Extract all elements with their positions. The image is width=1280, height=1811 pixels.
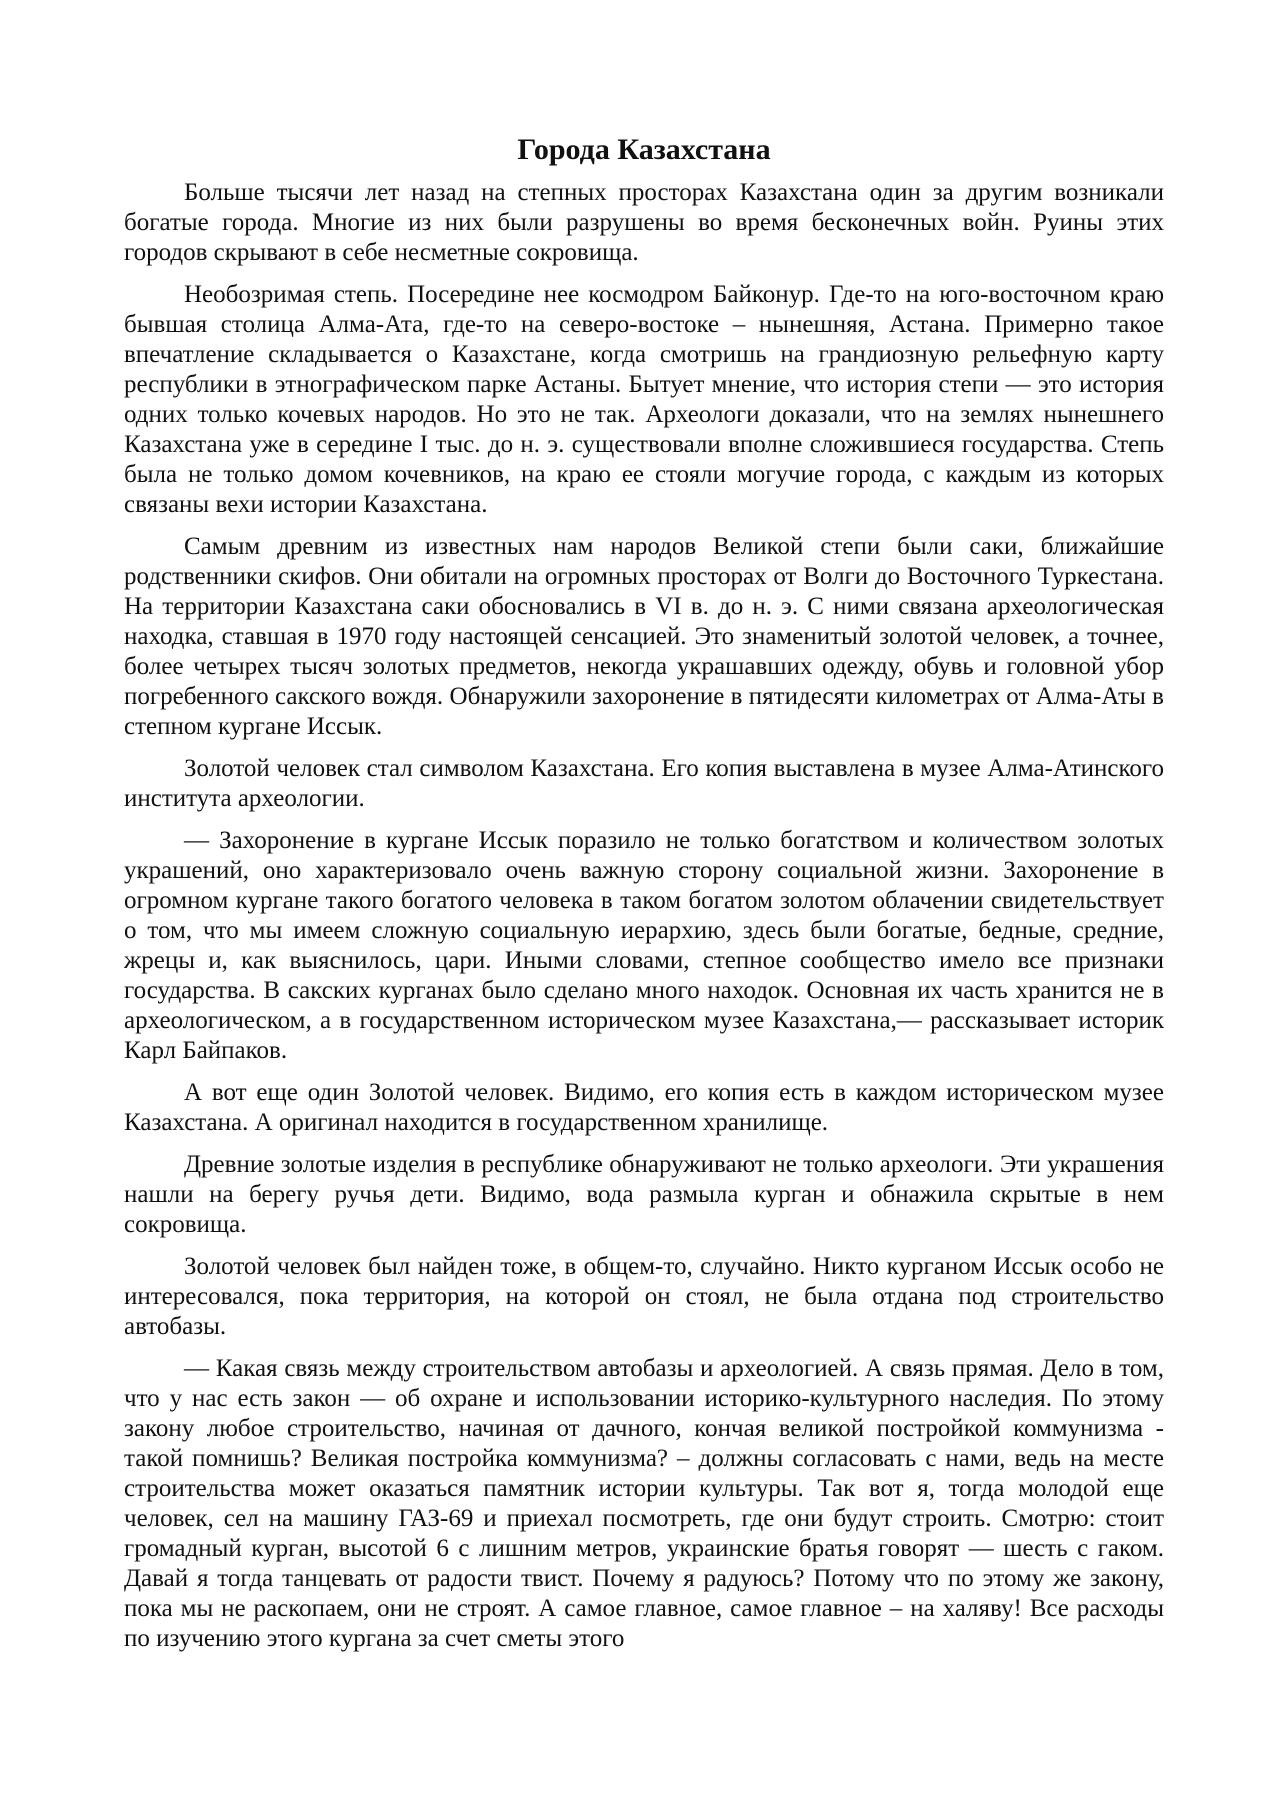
- paragraph-4: Золотой человек стал символом Казахстана. Его копия выставлена в музее Алма-Атинского института археологии.: [124, 755, 1164, 812]
- document-page: [124, 110, 1164, 1666]
- paragraph-9: — Какая связь между строительством автобазы и археологией. А связь прямая. Дело в том, что у нас есть закон — об охране и использовании историко-культурного наследия. По этому закону любое строительство, начиная от дачного, кончая великой постройкой коммунизма - такой помнишь? Великая постройка коммунизма? – должны согласовать с нами, ведь на месте строительства может оказаться памятник истории культуры. Так вот я, тогда молодой еще человек, сел на машину ГАЗ-69 и приехал посмотреть, где они будут строить. Смотрю: стоит громадный курган, высотой 6 с лишним метров, украинские братья говорят — шесть с гаком. Давай я тогда танцевать от радости твист. Почему я радуюсь? Потому что по этому же закону, пока мы не раскопаем, они не строят. А самое главное, самое главное – на халяву! Все расходы по изучению этого кургана за счет сметы этого: [124, 1355, 1164, 1652]
- paragraph-1: Больше тысячи лет назад на степных просторах Казахстана один за другим возникали богатые города. Многие из них были разрушены во время бесконечных войн. Руины этих городов скрывают в себе несметные сокровища.: [124, 179, 1164, 266]
- paragraph-5: — Захоронение в кургане Иссык поразило не только богатством и количеством золотых украшений, оно характеризовало очень важную сторону социальной жизни. Захоронение в огромном кургане такого богатого человека в таком богатом золотом облачении свидетельствует о том, что мы имеем сложную социальную иерархию, здесь были богатые, бедные, средние, жрецы и, как выяснилось, цари. Иными словами, степное сообщество имело все признаки государства. В сакских курганах было сделано много находок. Основная их часть хранится не в археологическом, а в государственном историческом музее Казахстана,— рассказывает историк Карл Байпаков.: [124, 827, 1164, 1064]
- paragraph-6: А вот еще один Золотой человек. Видимо, его копия есть в каждом историческом музее Казахстана. А оригинал находится в государственном хранилище.: [124, 1079, 1164, 1136]
- paragraph-2: Необозримая степь. Посередине нее космодром Байконур. Где-то на юго-восточном краю бывшая столица Алма-Ата, где-то на северо-востоке – нынешняя, Астана. Примерно такое впечатление складывается о Казахстане, когда смотришь на грандиозную рельефную карту республики в этнографическом парке Астаны. Бытует мнение, что история степи — это история одних только кочевых народов. Но это не так. Археологи доказали, что на землях нынешнего Казахстана уже в середине I тыс. до н. э. существовали вполне сложившиеся государства. Степь была не только домом кочевников, на краю ее стояли могучие города, с каждым из которых связаны вехи истории Казахстана.: [124, 281, 1164, 518]
- page-title: Города Казахстана: [517, 133, 771, 166]
- paragraph-7: Древние золотые изделия в республике обнаруживают не только археологи. Эти украшения нашли на берегу ручья дети. Видимо, вода размыла курган и обнажила скрытые в нем сокровища.: [124, 1151, 1164, 1238]
- paragraph-3: Самым древним из известных нам народов Великой степи были саки, ближайшие родственники скифов. Они обитали на огромных просторах от Волги до Восточного Туркестана. На территории Казахстана саки обосновались в VI в. до н. э. С ними связана археологическая находка, ставшая в 1970 году настоящей сенсацией. Это знаменитый золотой человек, а точнее, более четырех тысяч золотых предметов, некогда украшавших одежду, обувь и головной убор погребенного сакского вождя. Обнаружили захоронение в пятидесяти километрах от Алма-Аты в степном кургане Иссык.: [124, 533, 1164, 740]
- paragraph-8: Золотой человек был найден тоже, в общем-то, случайно. Никто курганом Иссык особо не интересовался, пока территория, на которой он стоял, не была отдана под строительство автобазы.: [124, 1253, 1164, 1340]
